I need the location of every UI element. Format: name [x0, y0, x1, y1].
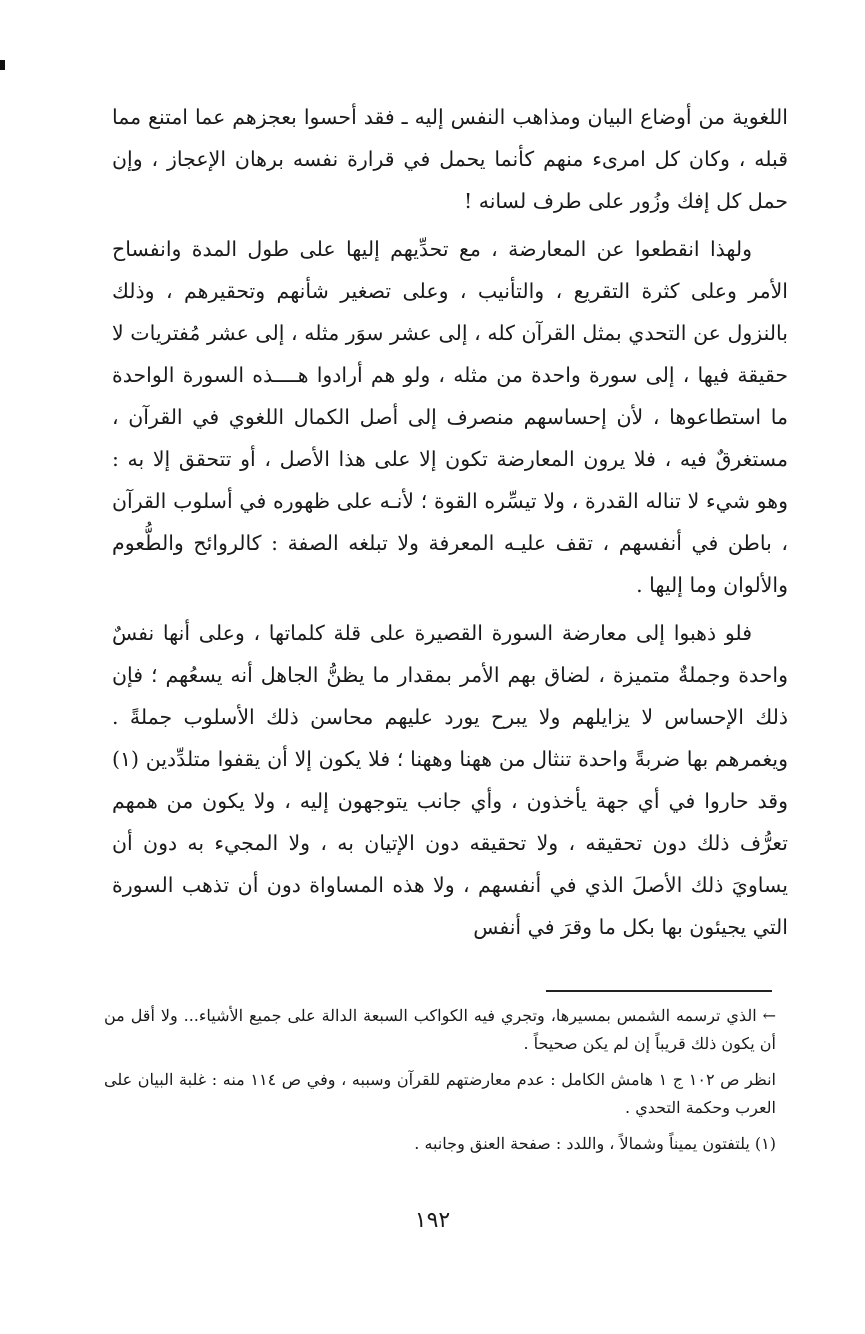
paragraph-continuation: اللغوية من أوضاع البيان ومذاهب النفس إليه ـ فقد أحسوا بعجزهم عما امتنع مما قبله ، وكان كل امرىء منهم كأنما يحمل في قرارة نفسه برهان الإعجاز ، وإن حمل كل إفك وزُور على طرف لسانه !: [112, 105, 788, 213]
main-text: [112, 96, 788, 954]
paragraph-short-surah: فلو ذهبوا إلى معارضة السورة القصيرة على قلة كلماتها ، وعلى أنها نفسٌ واحدة وجملةٌ متميزة ، لضاق بهم الأمر بمقدار ما يظنُّ الجاهل أنه يسعُهم ؛ فإن ذلك الإحساس لا يزايلهم ولا يبرح يورد عليهم محاسن ذلك الأسلوب جملةً . ويغمرهم بها ضربةً واحدة تنثال من ههنا وههنا ؛ فلا يكون إلا أن يقفوا متلدِّدين (١) وقد حاروا في أي جهة يأخذون ، وأي جانب يتوجهون إليه ، ولا يكون من همهم تعرُّف ذلك دون تحقيقه ، ولا تحقيقه دون الإتيان به ، ولا المجيء به دون أن يساويَ ذلك الأصلَ الذي في أنفسهم ، ولا هذه المساواة دون أن تذهب السورة التي يجيئون بها بكل ما وقرَ في أنفس: [112, 621, 788, 939]
footnote-continued: ← الذي ترسمه الشمس بمسيرها، وتجري فيه الكواكب السبعة الدالة على جميع الأشياء... ولا أقل من أن يكون ذلك قريباً إن لم يكن صحيحاً .: [104, 1006, 776, 1053]
footnote-divider: [546, 990, 772, 992]
paragraph-challenge: ولهذا انقطعوا عن المعارضة ، مع تحدِّيهم إليها على طول المدة وانفساح الأمر وعلى كثرة التقريع ، والتأنيب ، وعلى تصغير شأنهم وتحقيرهم ، وذلك بالنزول عن التحدي بمثل القرآن كله ، إلى عشر سوَر مثله ، إلى عشر مُفتريات لا حقيقة فيها ، إلى سورة واحدة من مثله ، ولو هم أرادوا هــــذه السورة الواحدة ما استطاعوها ، لأن إحساسهم منصرف إلى أصل الكمال اللغوي في القرآن ، مستغرقٌ فيه ، فلا يرون المعارضة تكون إلا على هذا الأصل ، أو تتحقق إلا به : وهو شيء لا تناله القدرة ، ولا تيسِّره القوة ؛ لأنـه على ظهوره في أسلوب القرآن ، باطن في أنفسهم ، تقف عليـه المعرفة ولا تبلغه الصفة : كالروائح والطُّعوم والألوان وما إليها .: [112, 237, 788, 597]
page-number: ١٩٢: [414, 1208, 451, 1233]
footnotes: [104, 1002, 776, 1166]
footnote-reference: انظر ص ١٠٢ ج ١ هامش الكامل : عدم معارضتهم للقرآن وسببه ، وفي ص ١١٤ منه : غلبة البيان على العرب وحكمة التحدي .: [104, 1070, 777, 1117]
footnote-1: (١) يلتفتون يميناً وشمالاً ، واللدد : صفحة العنق وجانبه .: [414, 1134, 776, 1153]
scan-edge-mark: [0, 60, 5, 70]
